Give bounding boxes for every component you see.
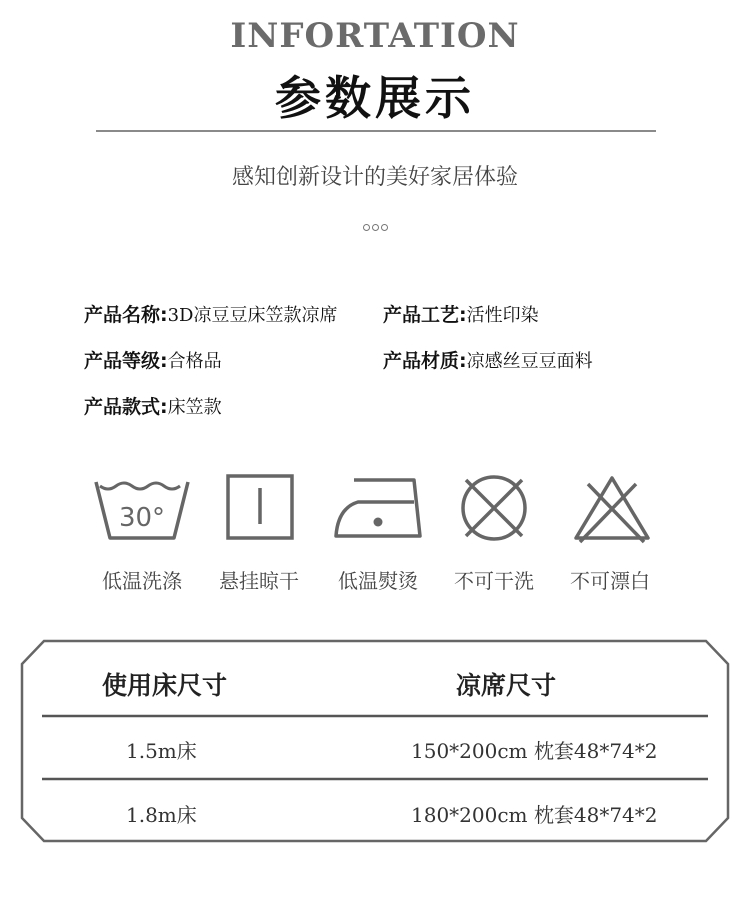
spec-label: 产品材质:: [383, 350, 467, 372]
table-cell-bed: 1.8m床: [126, 803, 197, 827]
table-cell-bed: 1.5m床: [126, 739, 197, 763]
table-cell-mat: 180*200cm 枕套48*74*2: [411, 803, 658, 827]
spec-value: 3D凉豆豆床笠款凉席: [167, 305, 338, 326]
table-header-mat-size: 凉席尺寸: [456, 671, 557, 700]
spec-value: 活性印染: [466, 305, 539, 326]
care-label-hang: 悬挂晾干: [219, 569, 299, 593]
spec-label: 产品等级:: [84, 350, 168, 372]
spec-label: 产品名称:: [84, 304, 168, 326]
wash-temperature: 30°: [118, 503, 166, 533]
title-english: INFORTATION: [230, 16, 520, 56]
care-label-bleach: 不可漂白: [570, 569, 650, 593]
table-cell-mat: 150*200cm 枕套48*74*2: [411, 739, 658, 763]
page-title: 参数展示: [275, 71, 475, 125]
spec-value: 凉感丝豆豆面料: [466, 351, 593, 372]
spec-value: 合格品: [167, 351, 222, 372]
spec-label: 产品工艺:: [383, 304, 467, 326]
subtitle: 感知创新设计的美好家居体验: [231, 165, 518, 190]
care-label-wash: 低温洗涤: [102, 569, 182, 593]
care-label-iron: 低温熨烫: [338, 569, 418, 593]
spec-label: 产品款式:: [84, 396, 168, 418]
table-header-bed-size: 使用床尺寸: [102, 671, 228, 700]
care-label-dry-clean: 不可干洗: [454, 569, 534, 593]
spec-value: 床笠款: [167, 397, 222, 418]
